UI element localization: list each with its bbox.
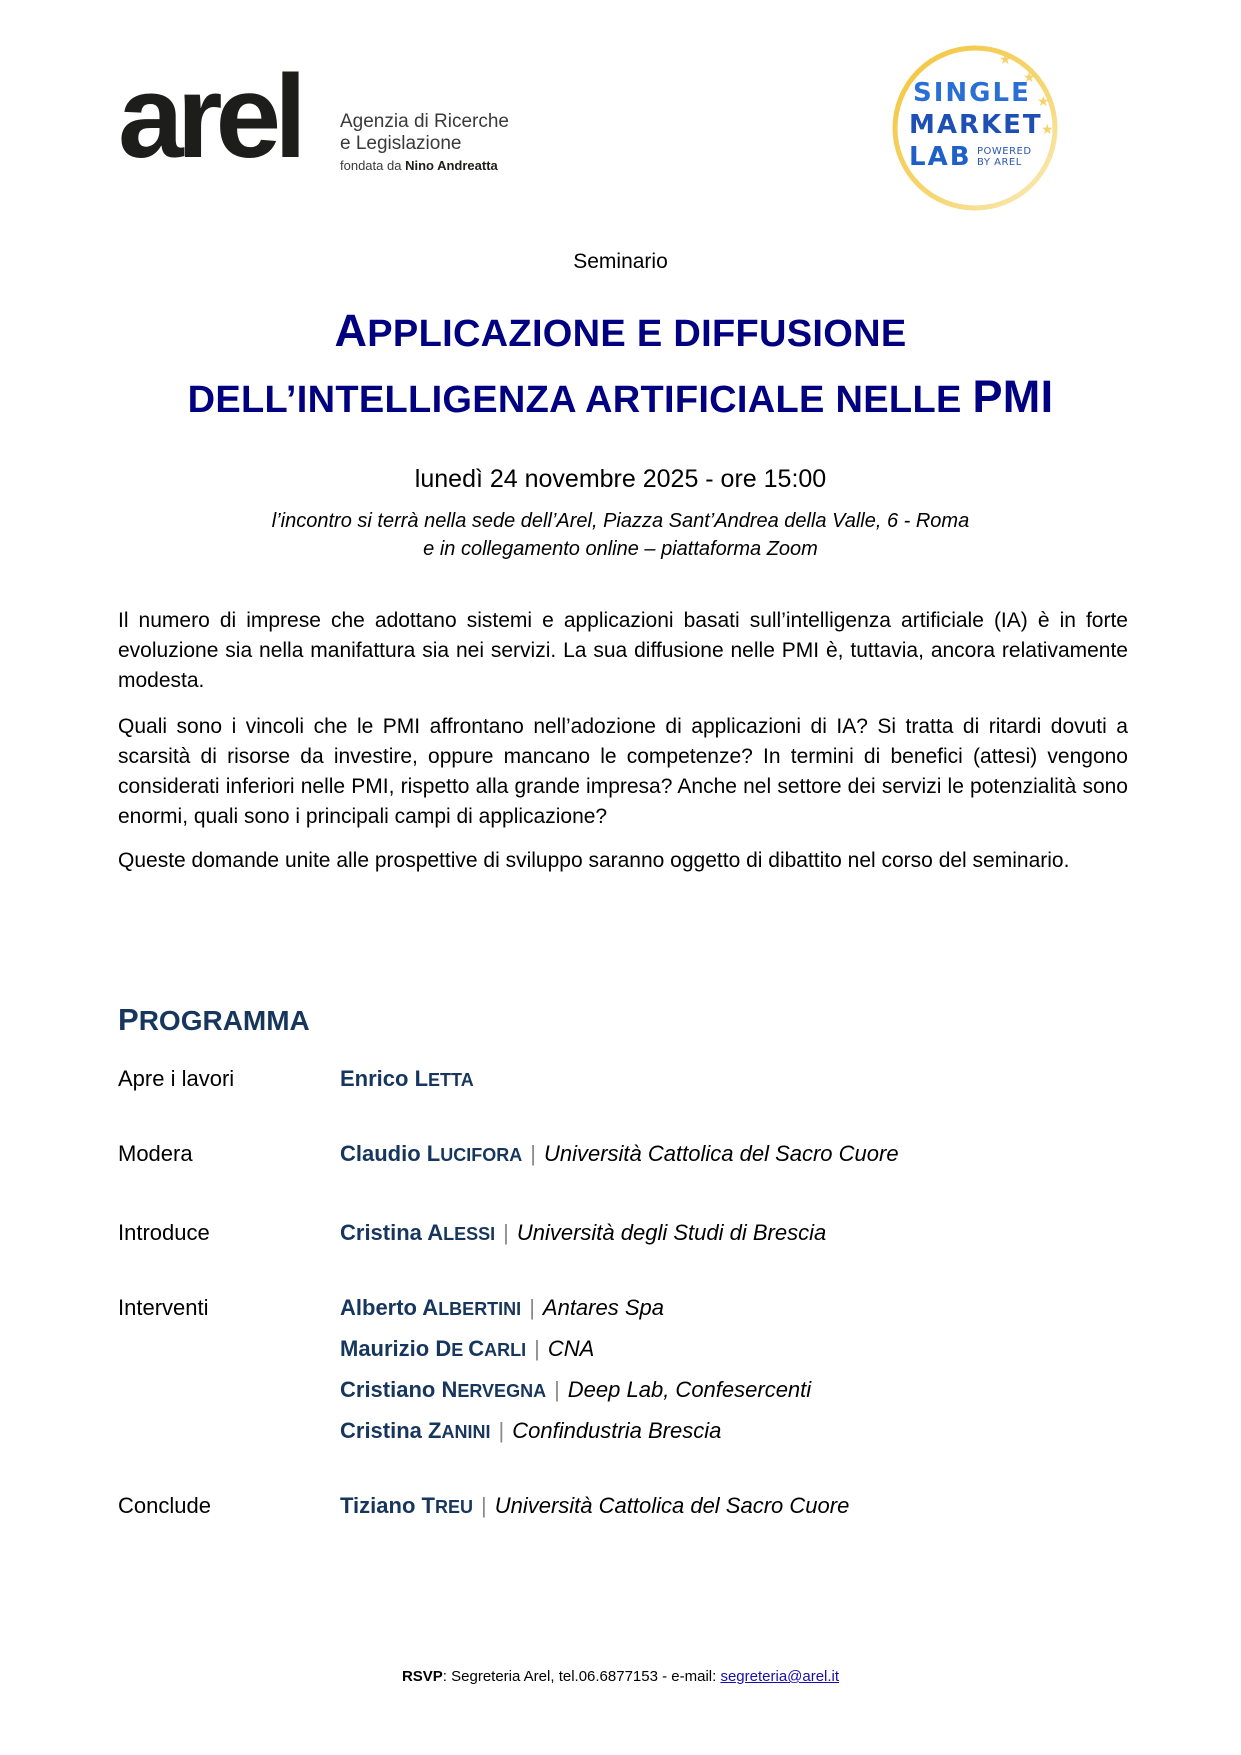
arel-founder-line: [340, 158, 498, 173]
event-title-line2: [0, 371, 1241, 423]
speaker-name: [340, 1295, 521, 1320]
separator: |: [534, 1336, 540, 1361]
surname-initial: Z: [428, 1418, 442, 1443]
title-initial: A: [334, 305, 368, 356]
arel-tagline-line1: Agenzia di Ricerche: [340, 111, 509, 132]
programma-speaker: [340, 1141, 899, 1167]
surname-initial: D: [435, 1336, 452, 1361]
surname-rest: REU: [434, 1497, 473, 1517]
rsvp-footer: [0, 1668, 1241, 1685]
programma-speaker: [340, 1418, 721, 1444]
separator: |: [503, 1220, 509, 1245]
intro-paragraph-3: Queste domande unite alle prospettive di sviluppo saranno oggetto di dibattito nel corso del seminario.: [118, 849, 1070, 872]
surname-initial-2: C: [468, 1336, 485, 1361]
sml-powered-by: [977, 146, 1032, 168]
sml-line-lab: LAB: [909, 142, 972, 172]
speaker-name: [340, 1336, 526, 1361]
separator: |: [498, 1418, 505, 1443]
surname-rest: ANINI: [441, 1422, 491, 1442]
surname-initial: A: [427, 1220, 444, 1245]
founder-name: Nino Andreatta: [405, 158, 498, 173]
title-line2-text: DELL’INTELLIGENZA ARTIFICIALE NELLE: [187, 379, 973, 421]
speaker-first-name: Cristina: [340, 1418, 422, 1443]
speaker-name: [340, 1141, 522, 1166]
speaker-first-name: Cristina: [340, 1220, 422, 1245]
programma-heading: [118, 1002, 310, 1038]
surname-rest: LBERTINI: [438, 1299, 522, 1319]
star-icon: ★: [1037, 93, 1050, 109]
surname-rest: E: [451, 1340, 469, 1360]
surname-rest: ERVEGNA: [457, 1381, 547, 1401]
rsvp-label: RSVP: [401, 1668, 443, 1685]
surname-rest: ETTA: [428, 1070, 474, 1090]
speaker-name: [340, 1220, 495, 1245]
surname-initial: L: [426, 1141, 441, 1166]
founded-prefix: fondata da: [340, 158, 402, 173]
speaker-affiliation: CNA: [547, 1336, 595, 1361]
speaker-first-name: Tiziano: [340, 1493, 416, 1518]
surname-initial: T: [421, 1493, 435, 1518]
surname-initial: L: [414, 1066, 429, 1091]
surname-initial: N: [441, 1377, 458, 1402]
programma-role: Apre i lavori: [118, 1066, 235, 1091]
star-icon: ★: [999, 51, 1012, 67]
single-market-lab-logo: [885, 38, 1070, 218]
programma-speaker: [340, 1066, 474, 1092]
programma-speaker: [340, 1493, 849, 1519]
heading-rest: ROGRAMMA: [138, 1005, 310, 1036]
star-icon: ★: [1041, 121, 1054, 137]
speaker-first-name: Maurizio: [340, 1336, 430, 1361]
speaker-name: [340, 1493, 473, 1518]
event-title-line1: [0, 305, 1241, 357]
arel-wordmark: arel: [118, 51, 300, 183]
intro-paragraph-2: Quali sono i vincoli che le PMI affrontano nell’adozione di applicazioni di IA? Si tratta di ritardi dovuti a scarsità di risorse da investire, oppure mancano le competenze? In termini di benefici (attesi) vengono considerati inferiori nelle PMI, rispetto alla grande impresa? Anche nel settore dei servizi le potenzialità sono enormi, quali sono i principali campi di applicazione?: [118, 715, 1128, 828]
speaker-name: [340, 1418, 491, 1443]
powered-line2: BY AREL: [977, 157, 1022, 168]
star-icon: ★: [1023, 69, 1036, 85]
programma-speaker: [340, 1295, 664, 1321]
programma-role: Modera: [118, 1141, 193, 1166]
speaker-affiliation: Università Cattolica del Sacro Cuore: [494, 1493, 850, 1518]
event-venue-line2: e in collegamento online – piattaforma Zoom: [423, 538, 818, 560]
separator: |: [529, 1295, 535, 1320]
separator: |: [554, 1377, 560, 1402]
intro-paragraph-1: Il numero di imprese che adottano sistemi e applicazioni basati sull’intelligenza artificiale (IA) è in forte evoluzione sia nella manifattura sia nei servizi. La sua diffusione nelle PMI è, tuttavia, ancora relativamente modesta.: [118, 609, 1128, 692]
event-kicker: Seminario: [573, 250, 668, 273]
speaker-affiliation: Deep Lab, Confesercenti: [567, 1377, 812, 1402]
speaker-first-name: Enrico: [340, 1066, 409, 1091]
programma-speaker: [340, 1336, 594, 1362]
surname-initial: A: [422, 1295, 439, 1320]
speaker-name: [340, 1066, 474, 1091]
arel-tagline-line2: e Legislazione: [340, 133, 462, 154]
speaker-affiliation: Università Cattolica del Sacro Cuore: [543, 1141, 899, 1166]
heading-initial: P: [118, 1002, 139, 1037]
surname-rest: LESSI: [443, 1224, 496, 1244]
programma-role: Introduce: [118, 1220, 210, 1245]
speaker-affiliation: Confindustria Brescia: [512, 1418, 722, 1443]
event-venue-line1: l’incontro si terrà nella sede dell’Arel, Piazza Sant’Andrea della Valle, 6 - Roma: [271, 510, 970, 532]
speaker-first-name: Claudio: [340, 1141, 421, 1166]
programma-role: Interventi: [118, 1295, 209, 1320]
title-line1-rest: PPLICAZIONE E DIFFUSIONE: [367, 313, 907, 355]
powered-line1: POWERED: [977, 146, 1032, 157]
speaker-affiliation: Università degli Studi di Brescia: [516, 1220, 827, 1245]
separator: |: [530, 1141, 536, 1166]
event-date-time: lunedì 24 novembre 2025 - ore 15:00: [414, 465, 827, 493]
sml-line-single: SINGLE: [913, 78, 1031, 108]
sml-line-market: MARKET: [909, 110, 1043, 140]
speaker-first-name: Alberto: [340, 1295, 417, 1320]
programma-role: Conclude: [118, 1493, 211, 1518]
rsvp-details: : Segreteria Arel, tel.06.6877153 - e-mail:: [442, 1668, 721, 1685]
programma-speaker: [340, 1220, 826, 1246]
speaker-name: [340, 1377, 546, 1402]
title-pmi: PMI: [972, 371, 1054, 422]
speaker-affiliation: Antares Spa: [542, 1295, 664, 1320]
email-link[interactable]: segreteria@arel.it: [720, 1668, 840, 1685]
programma-speaker: [340, 1377, 811, 1403]
speaker-first-name: Cristiano: [340, 1377, 436, 1402]
surname-rest: UCIFORA: [440, 1145, 523, 1165]
arel-logo: [118, 51, 538, 183]
surname-rest-2: ARLI: [484, 1340, 527, 1360]
separator: |: [480, 1493, 487, 1518]
